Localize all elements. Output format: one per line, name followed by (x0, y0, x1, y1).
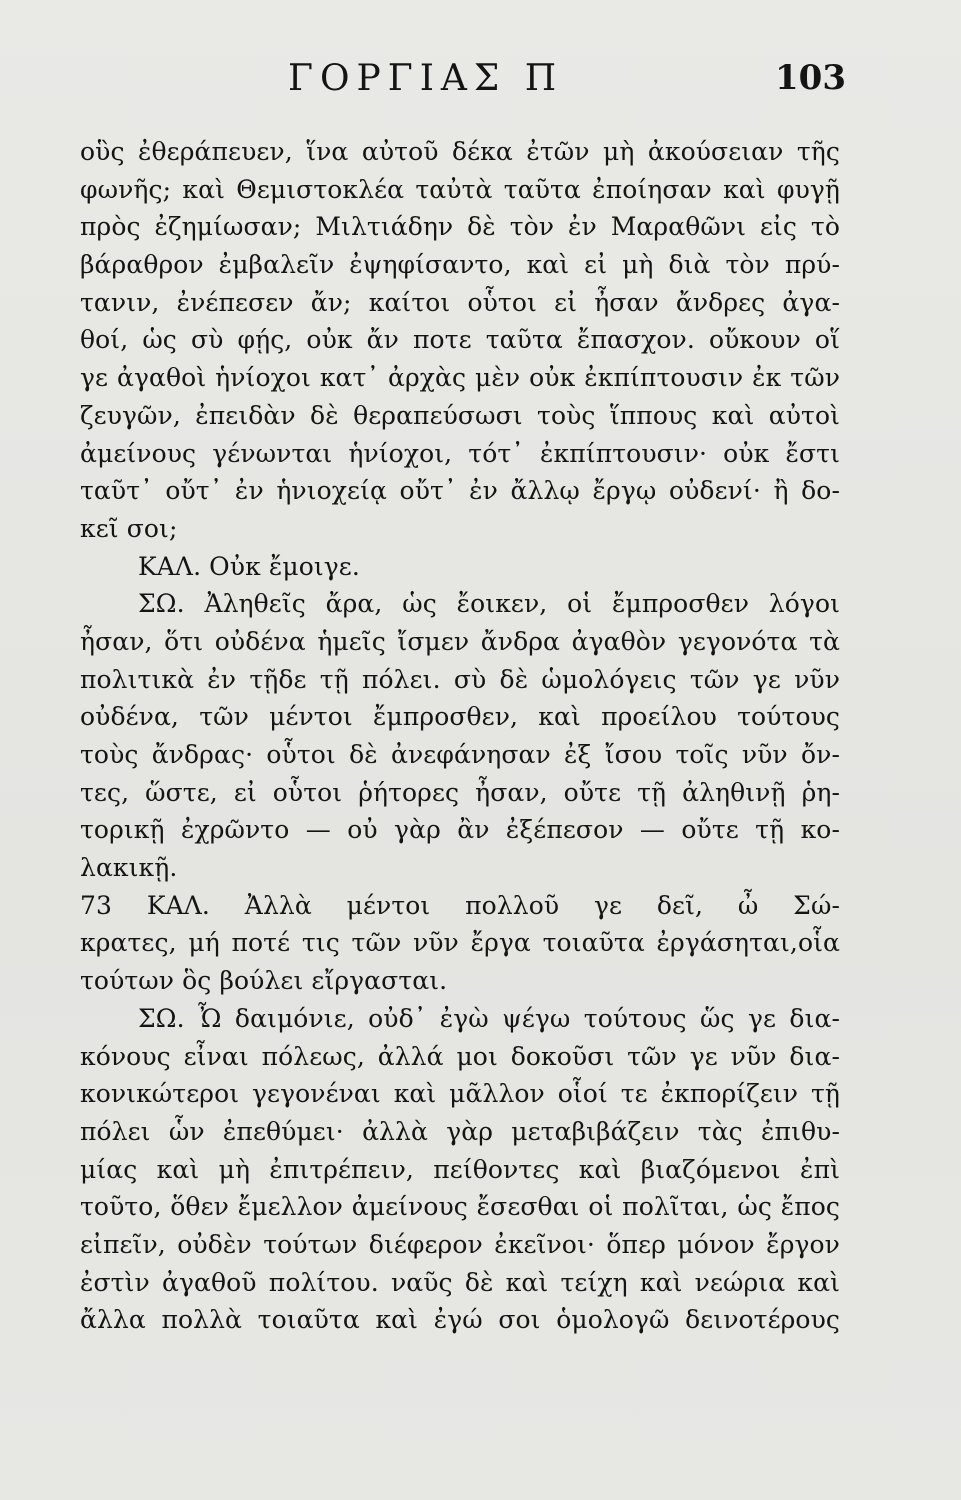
text-line: τοὺς ἄνδρας· οὗτοι δὲ ἀνεφάνησαν ἐξ ἴσου τοῖς νῦν ὄν- (80, 740, 840, 769)
text-line: ζευγῶν, ἐπειδὰν δὲ θεραπεύσωσι τοὺς ἵππους καὶ αὐτοὶ (80, 400, 840, 430)
text-line: λακικῇ. (80, 853, 178, 883)
text-line: οὓς ἐθεράπευεν, ἵνα αὐτοῦ δέκα ἐτῶν μὴ ἀκούσειαν τῆς (80, 137, 840, 166)
text-line: κονικώτεροι γεγονέναι καὶ μᾶλλον οἷοί τε ἐκπορίζειν τῇ (80, 1079, 840, 1109)
text-line: βάραθρον ἐμβαλεῖν ἐψηφίσαντο, καὶ εἰ μὴ διὰ τὸν πρύ- (80, 250, 840, 280)
text-line: γε ἀγαθοὶ ἡνίοχοι κατ᾽ ἀρχὰς μὲν οὐκ ἐκπίπτουσιν ἐκ τῶν (80, 363, 840, 393)
body-text (80, 133, 840, 1339)
text-line: μίας καὶ μὴ ἐπιτρέπειν, πείθοντες καὶ βιαζόμενοι ἐπὶ (80, 1154, 840, 1184)
page-number: 103 (775, 58, 846, 98)
text-line: τοῦτο, ὅθεν ἔμελλον ἀμείνους ἔσεσθαι οἱ πολῖται, ὡς ἔπος (80, 1192, 840, 1222)
text-line: οὐδένα, τῶν μέντοι ἔμπροσθεν, καὶ προείλου τούτους (80, 702, 840, 732)
text-line: πολιτικὰ ἐν τῇδε τῇ πόλει. σὺ δὲ ὡμολόγεις τῶν γε νῦν (80, 664, 840, 694)
text-line: ΚΑΛ. Οὐκ ἔμοιγε. (138, 551, 360, 581)
text-line: ΣΩ. Ὦ δαιμόνιε, οὐδ᾽ ἐγὼ ψέγω τούτους ὥς γε δια- (138, 1003, 840, 1033)
text-line: ΣΩ. Ἀληθεῖς ἄρα, ὡς ἔοικεν, οἱ ἔμπροσθεν λόγοι (138, 589, 840, 619)
page-header (60, 48, 850, 108)
text-line: κεῖ σοι; (80, 513, 178, 543)
text-line: 73 ΚΑΛ. Ἀλλὰ μέντοι πολλοῦ γε δεῖ, ὦ Σώ- (80, 890, 840, 920)
text-line: τες, ὥστε, εἰ οὗτοι ῥήτορες ἦσαν, οὔτε τῇ ἀληθινῇ ῥη- (80, 777, 840, 807)
text-line: τούτων ὃς βούλει εἴργασται. (80, 966, 448, 996)
text-line: ἐστὶν ἀγαθοῦ πολίτου. ναῦς δὲ καὶ τείχη καὶ νεώρια καὶ (80, 1267, 840, 1297)
text-line: ἄλλα πολλὰ τοιαῦτα καὶ ἐγώ σοι ὁμολογῶ δεινοτέρους (80, 1305, 840, 1335)
text-line: κρατες, μή ποτέ τις τῶν νῦν ἔργα τοιαῦτα ἐργάσηται,οἷα (80, 928, 840, 958)
text-line: κόνους εἶναι πόλεως, ἀλλά μοι δοκοῦσι τῶν γε νῦν δια- (80, 1041, 840, 1071)
text-line: τορικῇ ἐχρῶντο — οὐ γὰρ ἂν ἐξέπεσον — οὔτε τῇ κο- (80, 815, 840, 845)
text-line: ἦσαν, ὅτι οὐδένα ἡμεῖς ἴσμεν ἄνδρα ἀγαθὸν γεγονότα τὰ (80, 626, 840, 656)
text-line: τανιν, ἐνέπεσεν ἄν; καίτοι οὗτοι εἰ ἦσαν ἄνδρες ἀγα- (80, 287, 840, 317)
text-line: φωνῆς; καὶ Θεμιστοκλέα ταὐτὰ ταῦτα ἐποίησαν καὶ φυγῇ (80, 174, 840, 204)
running-title: ΓΟΡΓΙΑΣ Π (288, 58, 564, 99)
text-line: εἰπεῖν, οὐδὲν τούτων διέφερον ἐκεῖνοι· ὅπερ μόνον ἔργον (80, 1229, 840, 1259)
text-line: ἀμείνους γένωνται ἡνίοχοι, τότ᾽ ἐκπίπτουσιν· οὐκ ἔστι (80, 438, 840, 468)
text-line: ταῦτ᾽ οὔτ᾽ ἐν ἡνιοχείᾳ οὔτ᾽ ἐν ἄλλῳ ἔργῳ οὐδενί· ἢ δο- (80, 476, 840, 506)
text-line: θοί, ὡς σὺ φῄς, οὐκ ἄν ποτε ταῦτα ἔπασχον. οὔκουν οἵ (80, 325, 840, 355)
text-line: πρὸς ἐζημίωσαν; Μιλτιάδην δὲ τὸν ἐν Μαραθῶνι εἰς τὸ (80, 212, 840, 242)
text-line: πόλει ὧν ἐπεθύμει· ἀλλὰ γὰρ μεταβιβάζειν τὰς ἐπιθυ- (80, 1116, 840, 1146)
